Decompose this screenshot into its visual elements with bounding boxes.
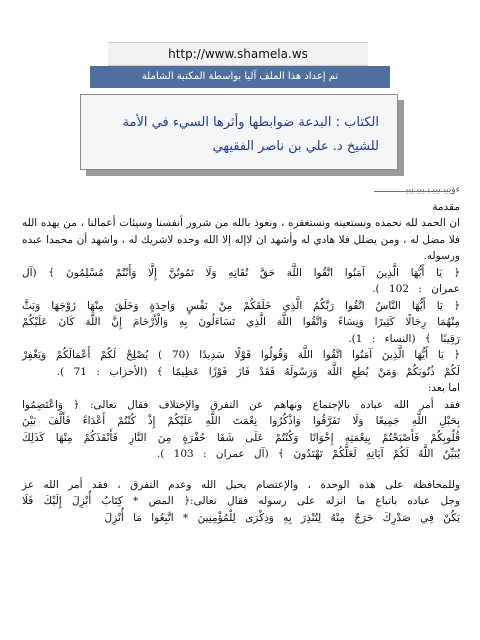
verse-al-ahzab-70-71: ﴿ يَا أَيُّهَا الَّذِينَ آمَنُوا اتَّقُوا اللَّهَ وَقُولُوا قَوْلًا سَدِيدًا (70 ) يُصْلِحْ لَكُمْ أَعْمَالَكُمْ وَيَغْفِرْ لَكُمْ ذُنُوبَكُمْ وَمَنْ يُطِعِ اللَّهَ وَرَسُولَهُ فَقَدْ فَازَ فَوْزًا عَظِيمًا ﴾ (الأحزاب : 71 ). <box>22 349 460 378</box>
decorative-squiggle: ءؤيييـيييـيـيييـيييــــــــــــ <box>374 185 460 195</box>
paragraph-follow-revelation: وللمحافظة على هذه الوحدة ، والإعتصام بحبل الله وعدم التفرق ، فقد أمر الله عز وجل عباده باتباع ما انزله على رسوله فقال تعالى:﴿ المص * كِتَابٌ أُنْزِلَ إِلَيْكَ فَلَا يَكُنْ فِي صَدْرِكَ حَرَجٌ مِنْهُ لِتُنْذِرَ بِهِ وَذِكْرَى لِلْمُؤْمِنِينَ * اتَّبِعُوا مَا أُنْزِلَ <box>22 478 460 524</box>
source-url-box <box>108 42 368 66</box>
generated-by-banner <box>90 66 390 88</box>
source-url: http://www.shamela.ws <box>168 47 308 61</box>
verse-al-imran-102: ﴿ يَا أَيُّهَا الَّذِينَ آمَنُوا اتَّقُوا اللَّهَ حَقَّ تُقَاتِهِ وَلَا تَمُوتُنَّ إِلَّا وَأَنْتُمْ مُسْلِمُونَ ﴾ (آل عمران : 102 ). <box>22 266 460 295</box>
banner-text: تم إعداد هذا الملف آليا بواسطة المكتبة الشاملة <box>141 71 339 82</box>
document-body <box>22 182 460 526</box>
book-author: للشيخ د. علي بن ناصر الفقيهي <box>212 139 379 154</box>
paragraph-intro: ان الحمد لله نحمده ونستعينه ونستغفره ، ونعوذ بالله من شرور أنفسنا وسيئات أعمالنا ، من يهده الله فلا مضل له ، ومن يضلل فلا هادي له وأشهد ان لاإله إلا الله وحده لاشريك له ، واشهد أن محمدا عبده ورسوله. <box>22 217 460 262</box>
book-title: الكتاب : البدعة ضوابطها وأثرها السيء في الأمة <box>122 115 379 130</box>
section-heading: مقدمة <box>432 200 460 213</box>
book-title-box <box>80 94 398 170</box>
verse-an-nisa-1: ﴿ يَا أَيُّهَا النَّاسُ اتَّقُوا رَبَّكُمُ الَّذِي خَلَقَكُمْ مِنْ نَفْسٍ وَاحِدَةٍ وَخَلَقَ مِنْهَا زَوْجَهَا وَبَثَّ مِنْهُمَا رِجَالًا كَثِيرًا وَنِسَاءً وَاتَّقُوا اللَّهَ الَّذِي تَسَاءَلُونَ بِهِ وَالْأَرْحَامَ إِنَّ اللَّهَ كَانَ عَلَيْكُمْ رَقِيبًا ﴾ (النساء : 1). <box>22 299 460 345</box>
paragraph-unity: فقد أمر الله عباده بالإجتماع ونهاهم عن التفرق والإختلاف فقال تعالى: ﴿ وَاعْتَصِمُوا بِحَبْلِ اللَّهِ جَمِيعًا وَلَا تَفَرَّقُوا وَاذْكُرُوا نِعْمَتَ اللَّهِ عَلَيْكُمْ إِذْ كُنْتُمْ أَعْدَاءً فَأَلَّفَ بَيْنَ قُلُوبِكُمْ فَأَصْبَحْتُمْ بِنِعْمَتِهِ إِخْوَانًا وَكُنْتُمْ عَلَى شَفَا حُفْرَةٍ مِنَ النَّارِ فَأَنْقَذَكُمْ مِنْهَا كَذَلِكَ يُبَيِّنُ اللَّهُ لَكُمْ آيَاتِهِ لَعَلَّكُمْ تَهْتَدُونَ ﴾ (آل عمران : 103 ). <box>22 398 460 460</box>
paragraph-gap <box>22 463 460 477</box>
amma-bad-heading: اما بعد: <box>427 382 460 394</box>
